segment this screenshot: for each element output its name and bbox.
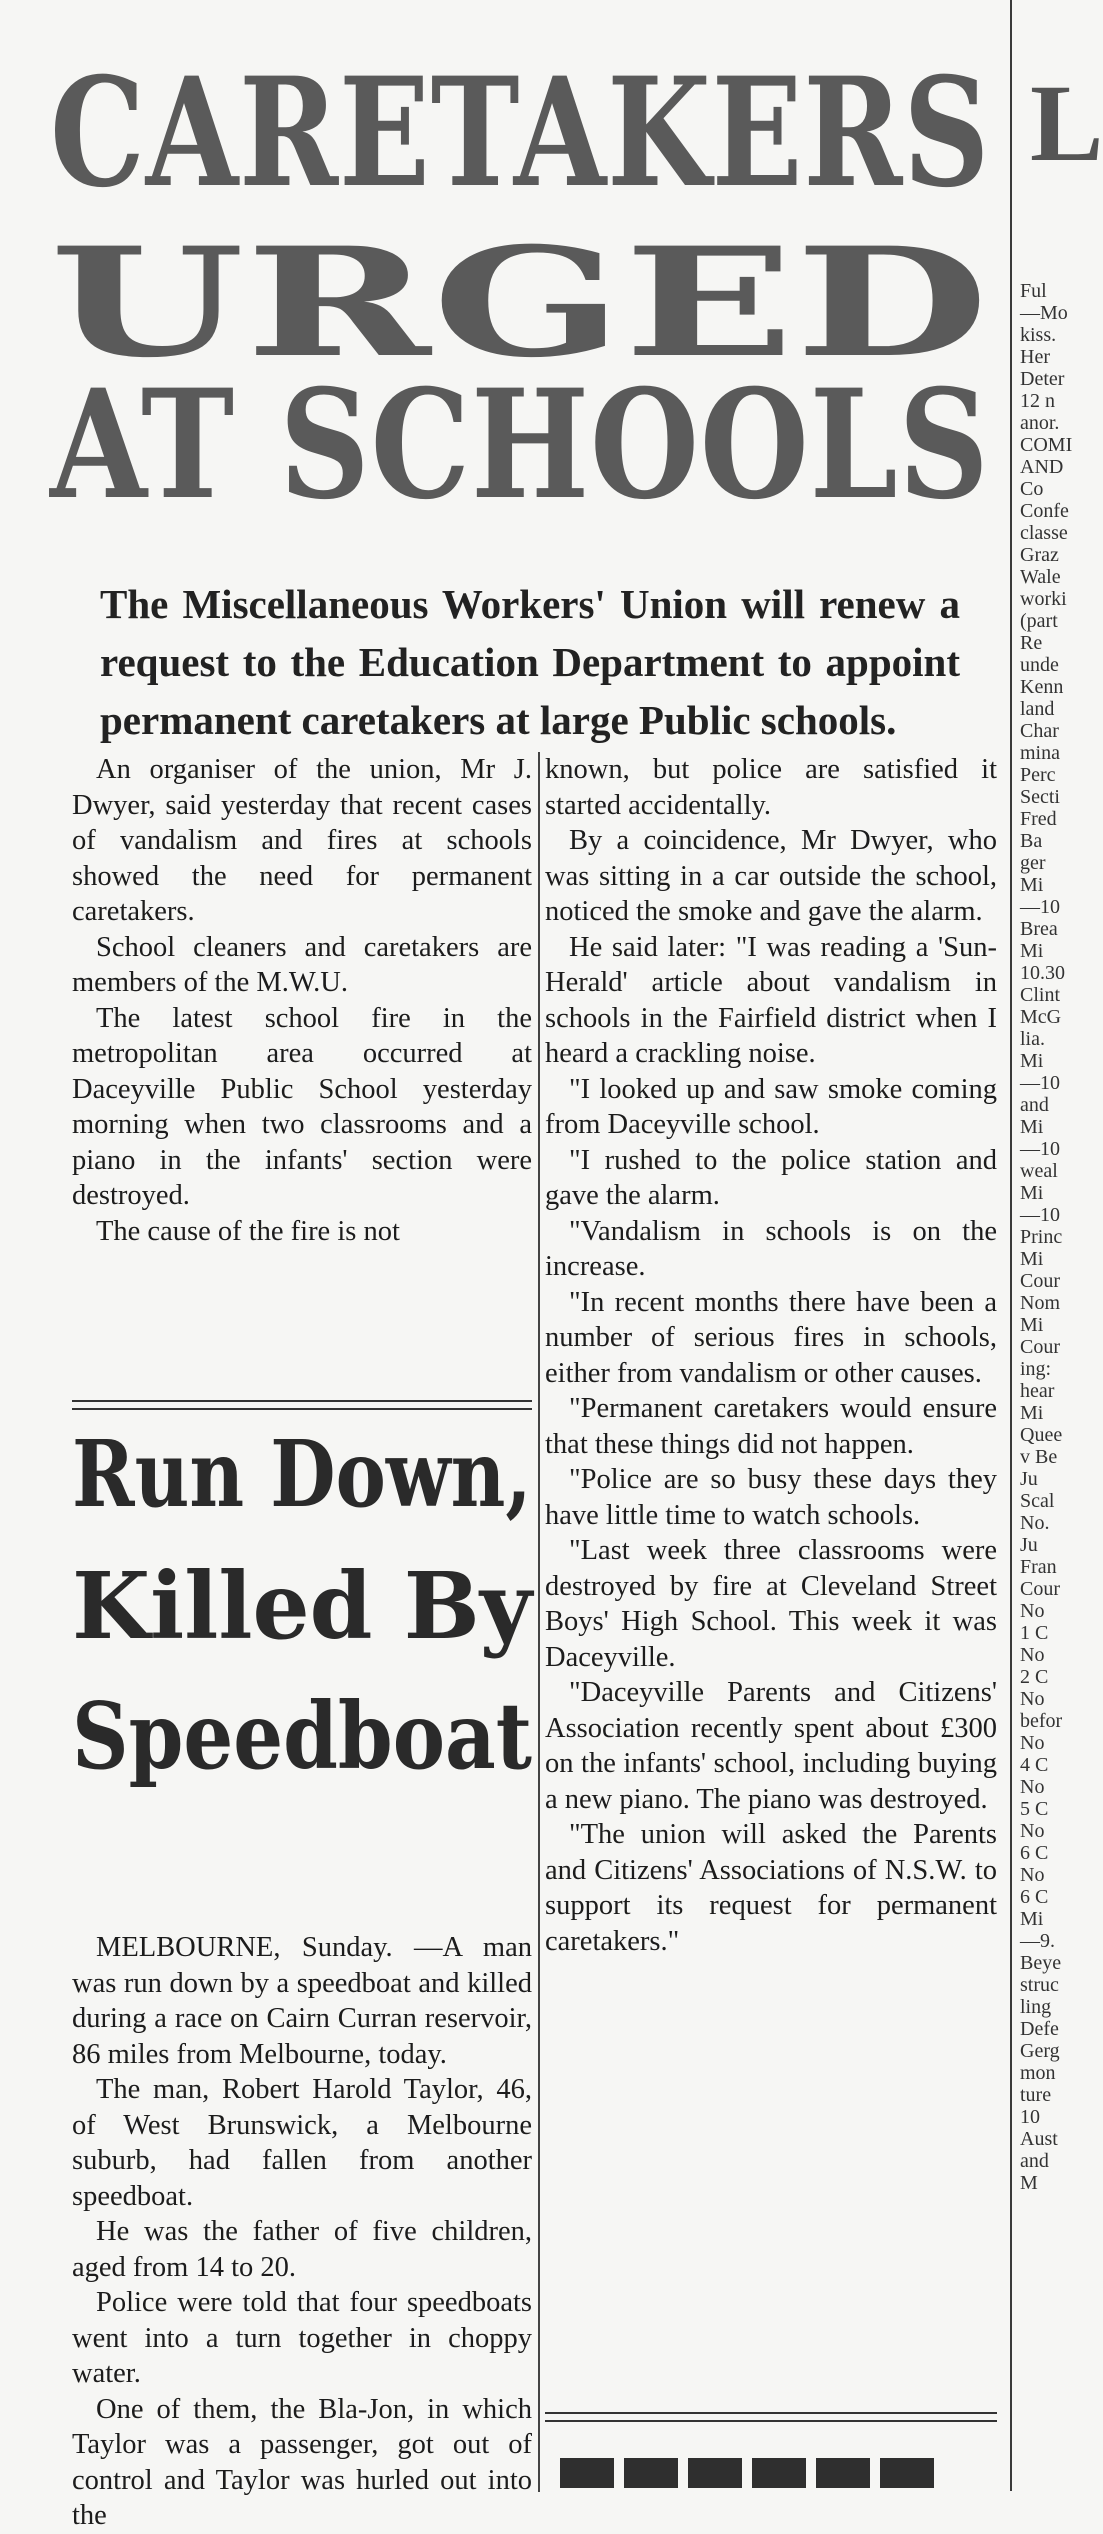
story1-paragraph: The cause of the fire is not [96, 1215, 400, 1247]
adjacent-column-line: hear [1020, 1380, 1055, 1402]
story1-paragraph: "Vandalism in schools is on the increase. [545, 1215, 997, 1282]
next-headline-fragment [560, 2440, 1000, 2490]
adjacent-column-line: —10 [1020, 896, 1060, 918]
adjacent-column-line: —10 [1020, 1204, 1060, 1226]
story2-paragraph: Police were told that four speedboats went into a turn together in choppy water. [72, 2287, 532, 2389]
adjacent-column-line: Nom [1020, 1292, 1060, 1314]
adjacent-column-line: anor. [1020, 412, 1060, 434]
adjacent-column-line: ling [1020, 1996, 1052, 2018]
adjacent-column-line: No [1020, 1688, 1045, 1710]
adjacent-column-line: kiss. [1020, 324, 1057, 346]
story2-headline-line-1: Run Down, [72, 1420, 532, 1528]
adjacent-column-line: (part [1020, 610, 1058, 632]
headline-line-2: URGED [50, 215, 990, 391]
story1-paragraph: He said later: "I was reading a 'Sun-Herald' article about vandalism in schools in the Fairfield district when I heard a crackling noise. [545, 931, 997, 1069]
headline-line-1: CARETAKERS [50, 45, 991, 221]
adjacent-column-line: —Mo [1020, 302, 1068, 324]
adjacent-column-line: Mi [1020, 874, 1044, 896]
adjacent-column-line: —9. [1020, 1930, 1055, 1952]
story1-paragraph: The latest school fire in the metropolitan area occurred at Daceyville Public School yesterday morning when two classrooms and a piano in the infants' section were destroyed. [72, 1002, 532, 1211]
story1-paragraph: "I looked up and saw smoke coming from Daceyville school. [545, 1073, 997, 1140]
adjacent-column-line: Perc [1020, 764, 1056, 786]
headline-line-3: AT SCHOOLS [50, 357, 990, 533]
adjacent-column-line: Beye [1020, 1952, 1062, 1974]
adjacent-column-line: 1 C [1020, 1622, 1049, 1644]
adjacent-column-line: Graz [1020, 544, 1059, 566]
adjacent-column-line: Confe [1020, 500, 1069, 522]
adjacent-column-line: Quee [1020, 1424, 1063, 1446]
adjacent-column-line: Mi [1020, 1402, 1044, 1424]
adjacent-column-line: No [1020, 1820, 1045, 1842]
story1-paragraph: "The union will asked the Parents and Citizens' Associations of N.S.W. to support its request for permanent caretakers." [545, 1819, 997, 1957]
adjacent-column-line: Cour [1020, 1336, 1060, 1358]
adjacent-column-line: mon [1020, 2062, 1056, 2084]
adjacent-column-line: befor [1020, 1710, 1063, 1732]
adjacent-column-line: Re [1020, 632, 1043, 654]
adjacent-column-line: 6 C [1020, 1886, 1049, 1908]
adjacent-column-line: No [1020, 1776, 1045, 1798]
column-divider [545, 2412, 997, 2414]
adjacent-column-line: Defe [1020, 2018, 1059, 2040]
adjacent-column-line: No [1020, 1864, 1045, 1886]
adjacent-column-line: AND [1020, 456, 1064, 478]
story2-paragraph: MELBOURNE, Sunday. —A man was run down by a speedboat and killed during a race on Cairn Curran reservoir, 86 miles from Melbourne, today. [72, 1932, 532, 2070]
story1-paragraph: An organiser of the union, Mr J. Dwyer, said yesterday that recent cases of vandalism and fires at schools showed the need for permanent caretakers. [72, 754, 532, 927]
story2-body [72, 1930, 532, 2534]
adjacent-column-line: Cour [1020, 1270, 1060, 1292]
adjacent-column-line: 10 [1020, 2106, 1040, 2128]
adjacent-column-line: Deter [1020, 368, 1065, 390]
adjacent-column-line: Mi [1020, 1116, 1044, 1138]
story1-paragraph: School cleaners and caretakers are members of the M.W.U. [72, 931, 532, 998]
story1-paragraph: "Last week three classrooms were destroyed by fire at Cleveland Street Boys' High School. This week it was Daceyville. [545, 1535, 997, 1673]
story1-paragraph: "Police are so busy these days they have little time to watch schools. [545, 1464, 997, 1531]
adjacent-column-line: Fran [1020, 1556, 1057, 1578]
page-edge-rule [1010, 0, 1012, 2491]
adjacent-column-line: Cour [1020, 1578, 1060, 1600]
story2-headline-line-3: Speedboat [72, 1682, 532, 1790]
adjacent-column-line: No [1020, 1732, 1045, 1754]
adjacent-column-line: 10.30 [1020, 962, 1065, 984]
adjacent-column-line: Ju [1020, 1468, 1038, 1490]
adjacent-column-line: —10 [1020, 1138, 1060, 1160]
adjacent-column-line: McG [1020, 1006, 1062, 1028]
adjacent-column-line: Ba [1020, 830, 1043, 852]
adjacent-column-line: Princ [1020, 1226, 1063, 1248]
story2-paragraph: The man, Robert Harold Taylor, 46, of West Brunswick, a Melbourne suburb, had fallen from another speedboat. [72, 2074, 532, 2212]
story-divider [72, 1400, 532, 1402]
adjacent-column-line: Aust [1020, 2128, 1058, 2150]
story2-paragraph: He was the father of five children, aged from 14 to 20. [72, 2216, 532, 2283]
adjacent-column-line: Kenn [1020, 676, 1064, 698]
adjacent-column-line: Ful [1020, 280, 1047, 302]
adjacent-column-line: 5 C [1020, 1798, 1049, 1820]
adjacent-column-line: lia. [1020, 1028, 1045, 1050]
adjacent-column-line: mina [1020, 742, 1060, 764]
adjacent-column-line: Gerg [1020, 2040, 1060, 2062]
adjacent-column-line: Scal [1020, 1490, 1055, 1512]
adjacent-column-line: 6 C [1020, 1842, 1049, 1864]
adjacent-column-line: 4 C [1020, 1754, 1049, 1776]
adjacent-column-headline: L [1030, 62, 1103, 184]
adjacent-column-line: Mi [1020, 1248, 1044, 1270]
story1-paragraph: "Daceyville Parents and Citizens' Association recently spent about £300 on the infants' school, including buying a new piano. The piano was destroyed. [545, 1677, 997, 1815]
adjacent-column-line: Brea [1020, 918, 1058, 940]
adjacent-column-line: Mi [1020, 1314, 1044, 1336]
adjacent-column-line: Mi [1020, 1908, 1044, 1930]
adjacent-column-line: Wale [1020, 566, 1061, 588]
adjacent-column-line: Mi [1020, 940, 1044, 962]
story1-paragraph: "In recent months there have been a number of serious fires in schools, either from vandalism or other causes. [545, 1286, 997, 1389]
adjacent-column-line: ture [1020, 2084, 1052, 2106]
adjacent-column-line: Char [1020, 720, 1059, 742]
story2-paragraph: One of them, the Bla-Jon, in which Taylor was a passenger, got out of control and Taylor was hurled out into the [72, 2393, 532, 2531]
story2-headline-line-2: Killed By [72, 1552, 532, 1660]
adjacent-column-line: 12 n [1020, 390, 1055, 412]
adjacent-column-line: struc [1020, 1974, 1059, 1996]
adjacent-column-line: No [1020, 1600, 1045, 1622]
adjacent-column-line: Secti [1020, 786, 1060, 808]
column-divider [545, 2420, 997, 2422]
adjacent-column-line: Co [1020, 478, 1044, 500]
adjacent-column-line: ing: [1020, 1358, 1052, 1380]
adjacent-column-line: COMI [1020, 434, 1073, 456]
story1-paragraph: known, but police are satisfied it started accidentally. [545, 754, 997, 821]
adjacent-column-line: v Be [1020, 1446, 1058, 1468]
adjacent-column-line: Her [1020, 346, 1050, 368]
adjacent-column-text [1020, 0, 1073, 2491]
adjacent-column-line: 2 C [1020, 1666, 1049, 1688]
adjacent-column-line: worki [1020, 588, 1067, 610]
adjacent-column-line: ger [1020, 852, 1046, 874]
adjacent-column-line: Mi [1020, 1050, 1044, 1072]
adjacent-column-line: Mi [1020, 1182, 1044, 1204]
story1-paragraph: "I rushed to the police station and gave the alarm. [545, 1144, 997, 1211]
column-rule [538, 752, 540, 2492]
adjacent-column-line: weal [1020, 1160, 1058, 1182]
adjacent-column-line: classe [1020, 522, 1068, 544]
story1-column-1 [72, 752, 532, 1249]
story1-paragraph: By a coincidence, Mr Dwyer, who was sitting in a car outside the school, noticed the smoke and gave the alarm. [545, 825, 997, 927]
story1-paragraph: "Permanent caretakers would ensure that these things did not happen. [545, 1393, 997, 1460]
adjacent-column-line: and [1020, 1094, 1049, 1116]
story-deck: The Miscellaneous Workers' Union will renew a request to the Education Department to appoint permanent caretakers at large Public schools. [100, 581, 960, 743]
adjacent-column-line: land [1020, 698, 1055, 720]
adjacent-column-line: No. [1020, 1512, 1050, 1534]
adjacent-column-line: M [1020, 2172, 1038, 2194]
story-divider [72, 1408, 532, 1410]
adjacent-column-line: Clint [1020, 984, 1061, 1006]
adjacent-column-line: No [1020, 1644, 1045, 1666]
adjacent-column-line: unde [1020, 654, 1059, 676]
story1-column-2 [545, 752, 997, 1959]
adjacent-column-line: Ju [1020, 1534, 1038, 1556]
adjacent-column-line: Fred [1020, 808, 1057, 830]
adjacent-column-line: —10 [1020, 1072, 1060, 1094]
adjacent-column-line: and [1020, 2150, 1049, 2172]
